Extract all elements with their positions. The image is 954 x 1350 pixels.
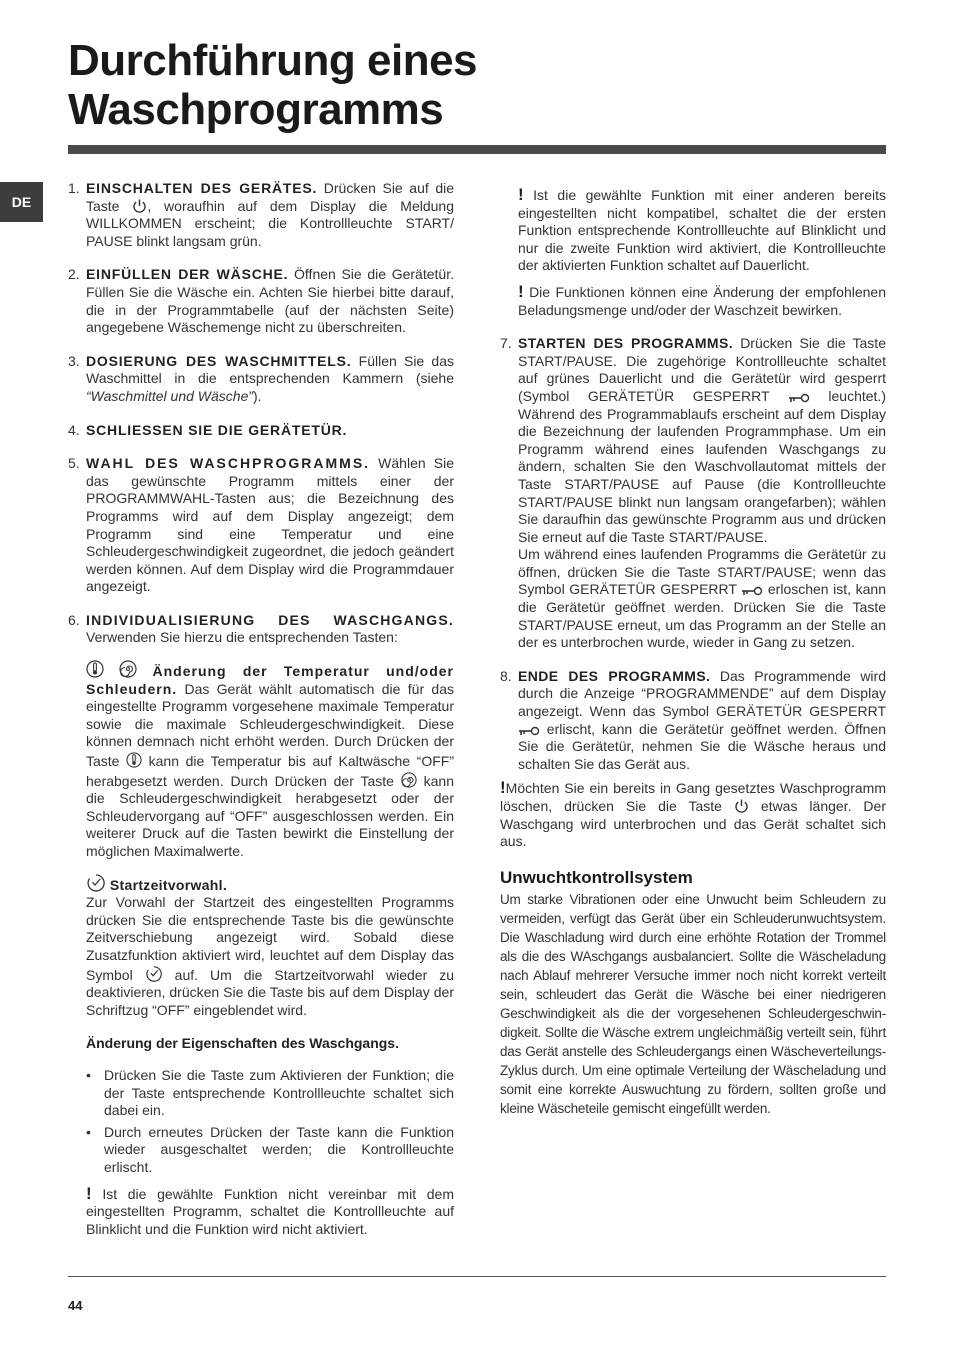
section-body: Um starke Vibrationen oder eine Unwucht beim Schleudern zu vermeiden, verfügt das Gerät über ein Schleuderunwuchtsystem. Die Waschladung wird durch eine erhöhte Rotation der Trommel als die des WAschgangs ausbalanciert. Sollte die Wäscheladung nach Ablauf mehrerer Versuche immer noch nicht korrekt verteilt sein, schleudert das Gerät die Wäsche bei einer niedrigeren Geschwindigkeit als die der vorgesehenen Schleudergeschwin-digkeit. Sollte die Wäsche extrem ungleichmäßig verteilt sein, führt das Gerät anstelle des Schleudergangs einen Wäscheverteilungs-Zyklus durch. Um eine optimale Verteilung der Wäscheladung und somit eine korrekte Auswuchtung zu fördern, sollten große und kleine Wäscheteile gemischt eingefüllt werden. [500, 892, 886, 1117]
step-text: Das Programmende wird durch die Anzeige “PROGRAMMENDE” auf dem Display angezeigt. Wenn das Symbol GERÄTETÜR GESPERRT [518, 667, 886, 720]
step-text-cont: , woraufhin auf dem Display die Meldung WILLKOMMEN erscheint; die Kontrollleuchte START/ PAUSE blinkt langsam grün. [86, 197, 454, 249]
changes-list [86, 1067, 454, 1177]
temperature-text-cont: kann die Temperatur bis auf Kaltwäsche “OFF” herabgesetzt werden. Durch Drücken der Taste [86, 753, 454, 789]
temperature-spin-keyword: Änderung der Temperatur und/oder Schleudern. [86, 663, 454, 697]
warning-icon: ! [518, 185, 524, 204]
cancel-note [500, 779, 886, 850]
list-item: • Drücken Sie die Taste zum Aktivieren der Funktion; die der Taste entsprechende Kontrollleuchte schaltet sich dabei ein. [86, 1066, 454, 1119]
step-number: 6. [68, 611, 80, 628]
step-number: 1. [68, 180, 80, 196]
note-text-cont: etwas länger. Der Waschgang wird unterbrochen und das Gerät schaltet sich aus. [500, 798, 886, 850]
step-1 [68, 180, 454, 250]
note-text: Möchten Sie ein bereits in Gang gesetztes Waschprogramm löschen, drücken Sie die Taste [500, 780, 886, 814]
right-column [500, 186, 886, 1118]
compatibility-note [500, 186, 886, 275]
temperature-spin-section [86, 659, 454, 861]
step-keyword: EINSCHALTEN DES GERÄTES. [86, 180, 318, 196]
timer-text-cont: auf. Um die Startzeitvorwahl wieder zu deaktivieren, drücken Sie die Taste bis auf dem Display der Schriftzug “OFF” eingeblendet wird. [86, 966, 454, 1018]
list-item-text: Drücken Sie die Taste zum Aktivieren der Funktion; die der Taste entsprechende Kontrollleuchte schaltet sich dabei ein. [104, 1066, 454, 1119]
incompatible-note [86, 1185, 454, 1239]
key-icon [518, 725, 540, 737]
key-icon [788, 392, 810, 404]
step-text-cont: erlischt, kann die Gerätetür geöffnet werden. Öffnen Sie die Gerätetür, nehmen Sie die Wäsche heraus und schalten Sie das Gerät aus. [518, 720, 886, 772]
step-text-door-cont: erloschen ist, kann die Gerätetür geöffnet werden. Drücken Sie die Taste START/PAUSE erneut, um das Programm an der Stelle an der es unterbrochen wurde, wieder in Gang zu setzen. [518, 581, 887, 651]
step-number: 5. [68, 455, 80, 472]
step-keyword: ENDE DES PROGRAMMS. [518, 667, 711, 684]
step-8 [500, 668, 886, 774]
step-keyword: STARTEN DES PROGRAMMS. [518, 335, 734, 352]
warning-icon: ! [86, 1183, 92, 1203]
step-5 [68, 455, 454, 596]
title-line-2: Waschprogramms [68, 85, 444, 134]
step-4 [68, 422, 454, 440]
step-text: Verwenden Sie hierzu die entsprechenden Tasten: [86, 629, 398, 646]
timer-icon [145, 965, 163, 983]
warning-icon: ! [500, 778, 506, 798]
left-column [68, 180, 454, 1246]
timer-icon [86, 873, 106, 893]
temperature-icon [86, 659, 104, 679]
temperature-icon [126, 751, 142, 769]
spin-icon [119, 659, 137, 679]
list-item: • Durch erneutes Drücken der Taste kann die Funktion wieder ausgeschaltet werden; die Kontrollleuchte erlischt. [86, 1123, 454, 1175]
step-text-cont: leuchtet.) Während des Programmablaufs erscheint auf dem Display die Bezeichnung der laufenden Programmphase. Um ein Programm während eines laufenden Waschgangs zu ändern, schalten Sie den Waschvollautomat mittels der Taste START/PAUSE auf Pause (die Kontrollleuchte START/PAUSE blinkt nun langsam orangefarben); wählen Sie daraufhin das gewünschte Programm aus und drücken Sie erneut auf die Taste START/PAUSE. [518, 387, 886, 545]
step-text: Drücken Sie die Taste START/PAUSE. Die zugehörige Kontrollleuchte schaltet auf grünes Dauerlicht und die Gerätetür wird gesperrt (Symbol GERÄTETÜR GESPERRT [518, 335, 886, 404]
spin-icon [401, 771, 417, 789]
note-text: Ist die gewählte Funktion mit einer anderen bereits eingestellten nicht kompatibel, schaltet die der ersten Funktion entsprechende Kontrollleuchte auf Blinklicht und nur die zweite Funktion wird aktiviert, die Kontrollleuchte der aktivierten Funktion schaltet auf Dauerlicht. [518, 187, 886, 274]
changes-heading: Änderung der Eigenschaften des Waschgangs. [86, 1035, 399, 1052]
title-line-1: Durchführung eines [68, 36, 478, 85]
key-icon [741, 585, 763, 597]
step-keyword: WAHL DES WASCHPROGRAMMS. [86, 455, 371, 472]
step-number: 7. [500, 335, 512, 352]
step-text-door: Um während eines laufenden Programms die Gerätetür zu öffnen, drücken Sie die Taste START/PAUSE; wenn das Symbol GERÄTETÜR GESPERRT [518, 546, 886, 598]
step-text: Wählen Sie das gewünschte Programm mittels einer der PROGRAMMWAHL-Tasten aus; die Bezeichnung des Programms wird auf dem Display angezeigt; dem Programm sind eine Temperatur und eine Schleudergeschwindigkeit zugeordnet, die jedoch geändert werden können. Auf dem Display wird die Programmdauer angezeigt. [86, 455, 454, 595]
step-number: 3. [68, 352, 80, 369]
cross-reference: “Waschmittel und Wäsche” [86, 387, 254, 404]
step-keyword: DOSIERUNG DES WASCHMITTELS. [86, 352, 352, 369]
step-2 [68, 266, 454, 336]
page-title [68, 36, 888, 134]
list-item-text: Durch erneutes Drücken der Taste kann die Funktion wieder ausgeschaltet werden; die Kontrollleuchte erlischt. [104, 1123, 454, 1175]
page-number: 44 [68, 1298, 83, 1313]
timer-section [86, 873, 454, 1020]
step-text-cont: ). [253, 387, 262, 404]
warning-icon: ! [518, 281, 524, 301]
note-text: Die Funktionen können eine Änderung der empfohlenen Beladungsmenge und/oder der Waschzeit bewirken. [518, 283, 886, 318]
footer-rule [68, 1276, 886, 1277]
step-keyword: SCHLIESSEN SIE DIE GERÄTETÜR. [86, 421, 348, 438]
step-text: Öffnen Sie die Gerätetür. Füllen Sie die Wäsche ein. Achten Sie hierbei bitte darauf, die in der Programmtabelle (auf der nächsten Seite) angegebene Wäschemenge nicht zu überschreiten. [86, 266, 454, 336]
step-keyword: INDIVIDUALISIERUNG DES WASCHGANGS. [86, 611, 454, 628]
section-heading: Unwuchtkontrollsystem [500, 867, 693, 887]
step-7 [500, 335, 886, 652]
step-keyword: EINFÜLLEN DER WÄSCHE. [86, 266, 289, 283]
title-rule [68, 145, 886, 154]
power-icon [132, 198, 147, 214]
load-note [500, 283, 886, 319]
timer-keyword: Startzeitvorwahl. [109, 876, 228, 893]
power-icon [734, 798, 749, 814]
step-3 [68, 353, 454, 406]
step-number: 4. [68, 421, 80, 438]
step-number: 8. [500, 667, 512, 684]
step-number: 2. [68, 266, 80, 283]
timer-text: Zur Vorwahl der Startzeit des eingestellten Programms drücken Sie die entsprechende Taste bis die gewünschte Zeitverschiebung angezeigt wird. Sobald diese Zusatzfunktion aktiviert wird, leuchtet auf dem Display das Symbol [86, 894, 454, 983]
step-6 [68, 612, 454, 1019]
temperature-text: Das Gerät wählt automatisch die für das eingestellte Programm vorgesehene maximale Temperatur sowie die maximale Schleudergeschwindigkeit. Diese können demnach nicht erhöht werden. Durch Drücken der Taste [86, 680, 454, 770]
language-tab: DE [0, 182, 43, 222]
note-text: Ist die gewählte Funktion nicht vereinbar mit dem eingestellten Programm, schaltet die Kontrollleuchte auf Blinklicht und die Funktion wird nicht aktiviert. [86, 1185, 454, 1237]
step-text: Füllen Sie das Waschmittel in die entsprechenden Kammern (siehe [86, 352, 454, 387]
spin-text: kann die Schleudergeschwindigkeit herabgesetzt oder der Schleudervorgang auf “OFF” ausgeschlossen werden. Ein weiterer Druck auf die Tasten bewirkt die Einstellung der möglichen Maximalwerte. [86, 772, 454, 859]
step-text: Drücken Sie auf die Taste [86, 180, 454, 214]
